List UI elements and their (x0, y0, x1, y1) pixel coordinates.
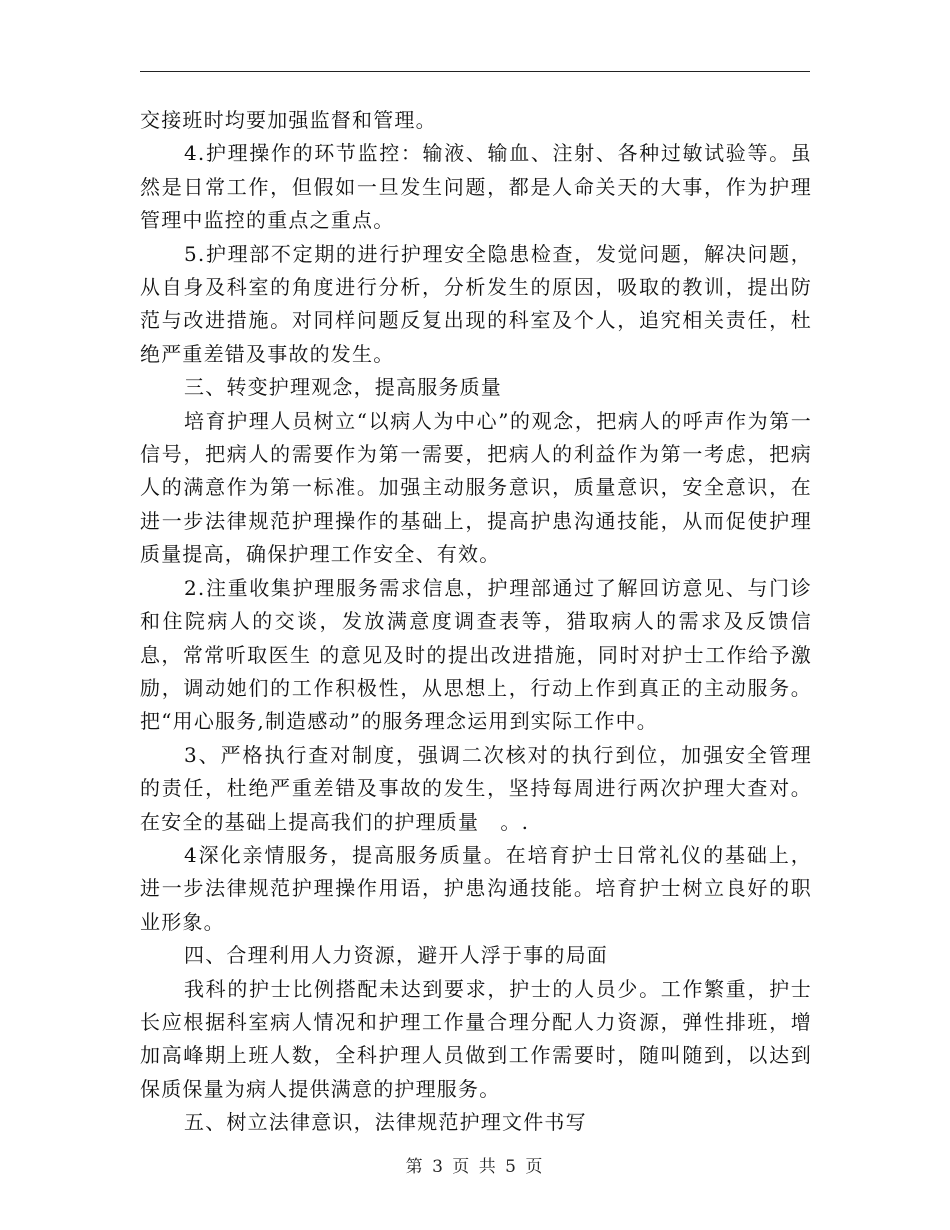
paragraph: 5.护理部不定期的进行护理安全隐患检查，发觉问题，解决问题，从自身及科室的角度进行分析，分析发生的原因，吸取的教训，提出防范与改进措施。对同样问题反复出现的科室及个人，追究相关责任，杜绝严重差错及事故的发生。 (140, 241, 812, 366)
section-heading: 三、转变护理观念，提高服务质量 (184, 375, 502, 400)
paragraph: 培育护理人员树立“以病人为中心”的观念，把病人的呼声作为第一信号，把病人的需要作为第一需要，把病人的利益作为第一考虑，把病人的满意作为第一标准。加强主动服务意识，质量意识，安全意识，在进一步法律规范护理操作的基础上，提高护患沟通技能，从而促使护理质量提高，确保护理工作安全、有效。 (140, 408, 812, 567)
header-rule (140, 71, 810, 72)
paragraph: 我科的护士比例搭配未达到要求，护士的人员少。工作繁重，护士长应根据科室病人情况和护理工作量合理分配人力资源，弹性排班，增加高峰期上班人数，全科护理人员做到工作需要时，随叫随到，以达到保质保量为病人提供满意的护理服务。 (140, 976, 812, 1101)
section-heading: 五、树立法律意识，法律规范护理文件书写 (184, 1110, 587, 1135)
page-number: 第 3 页 共 5 页 (405, 1157, 545, 1177)
paragraph: 2.注重收集护理服务需求信息，护理部通过了解回访意见、与门诊和住院病人的交谈，发放满意度调查表等，猎取病人的需求及反馈信息，常常听取医生 的意见及时的提出改进措施，同时对护士工作给予激励，调动她们的工作积极性，从思想上，行动上作到真正的主动服务。把“用心服务,制造感动”的服务理念运用到实际工作中。 (140, 575, 812, 734)
section-heading: 四、合理利用人力资源，避开人浮于事的局面 (184, 943, 608, 968)
paragraph: 交接班时均要加强监督和管理。 (140, 108, 437, 132)
paragraph: 4深化亲情服务，提高服务质量。在培育护士日常礼仪的基础上，进一步法律规范护理操作用语，护患沟通技能。培育护士树立良好的职业形象。 (140, 842, 812, 934)
document-body (140, 104, 812, 1140)
paragraph: 4.护理操作的环节监控：输液、输血、注射、各种过敏试验等。虽然是日常工作，但假如一旦发生问题，都是人命关天的大事，作为护理管理中监控的重点之重点。 (140, 141, 812, 233)
paragraph: 3、严格执行查对制度，强调二次核对的执行到位，加强安全管理的责任，杜绝严重差错及事故的发生，坚持每周进行两次护理大查对。在安全的基础上提高我们的护理质量 。. (140, 742, 812, 834)
